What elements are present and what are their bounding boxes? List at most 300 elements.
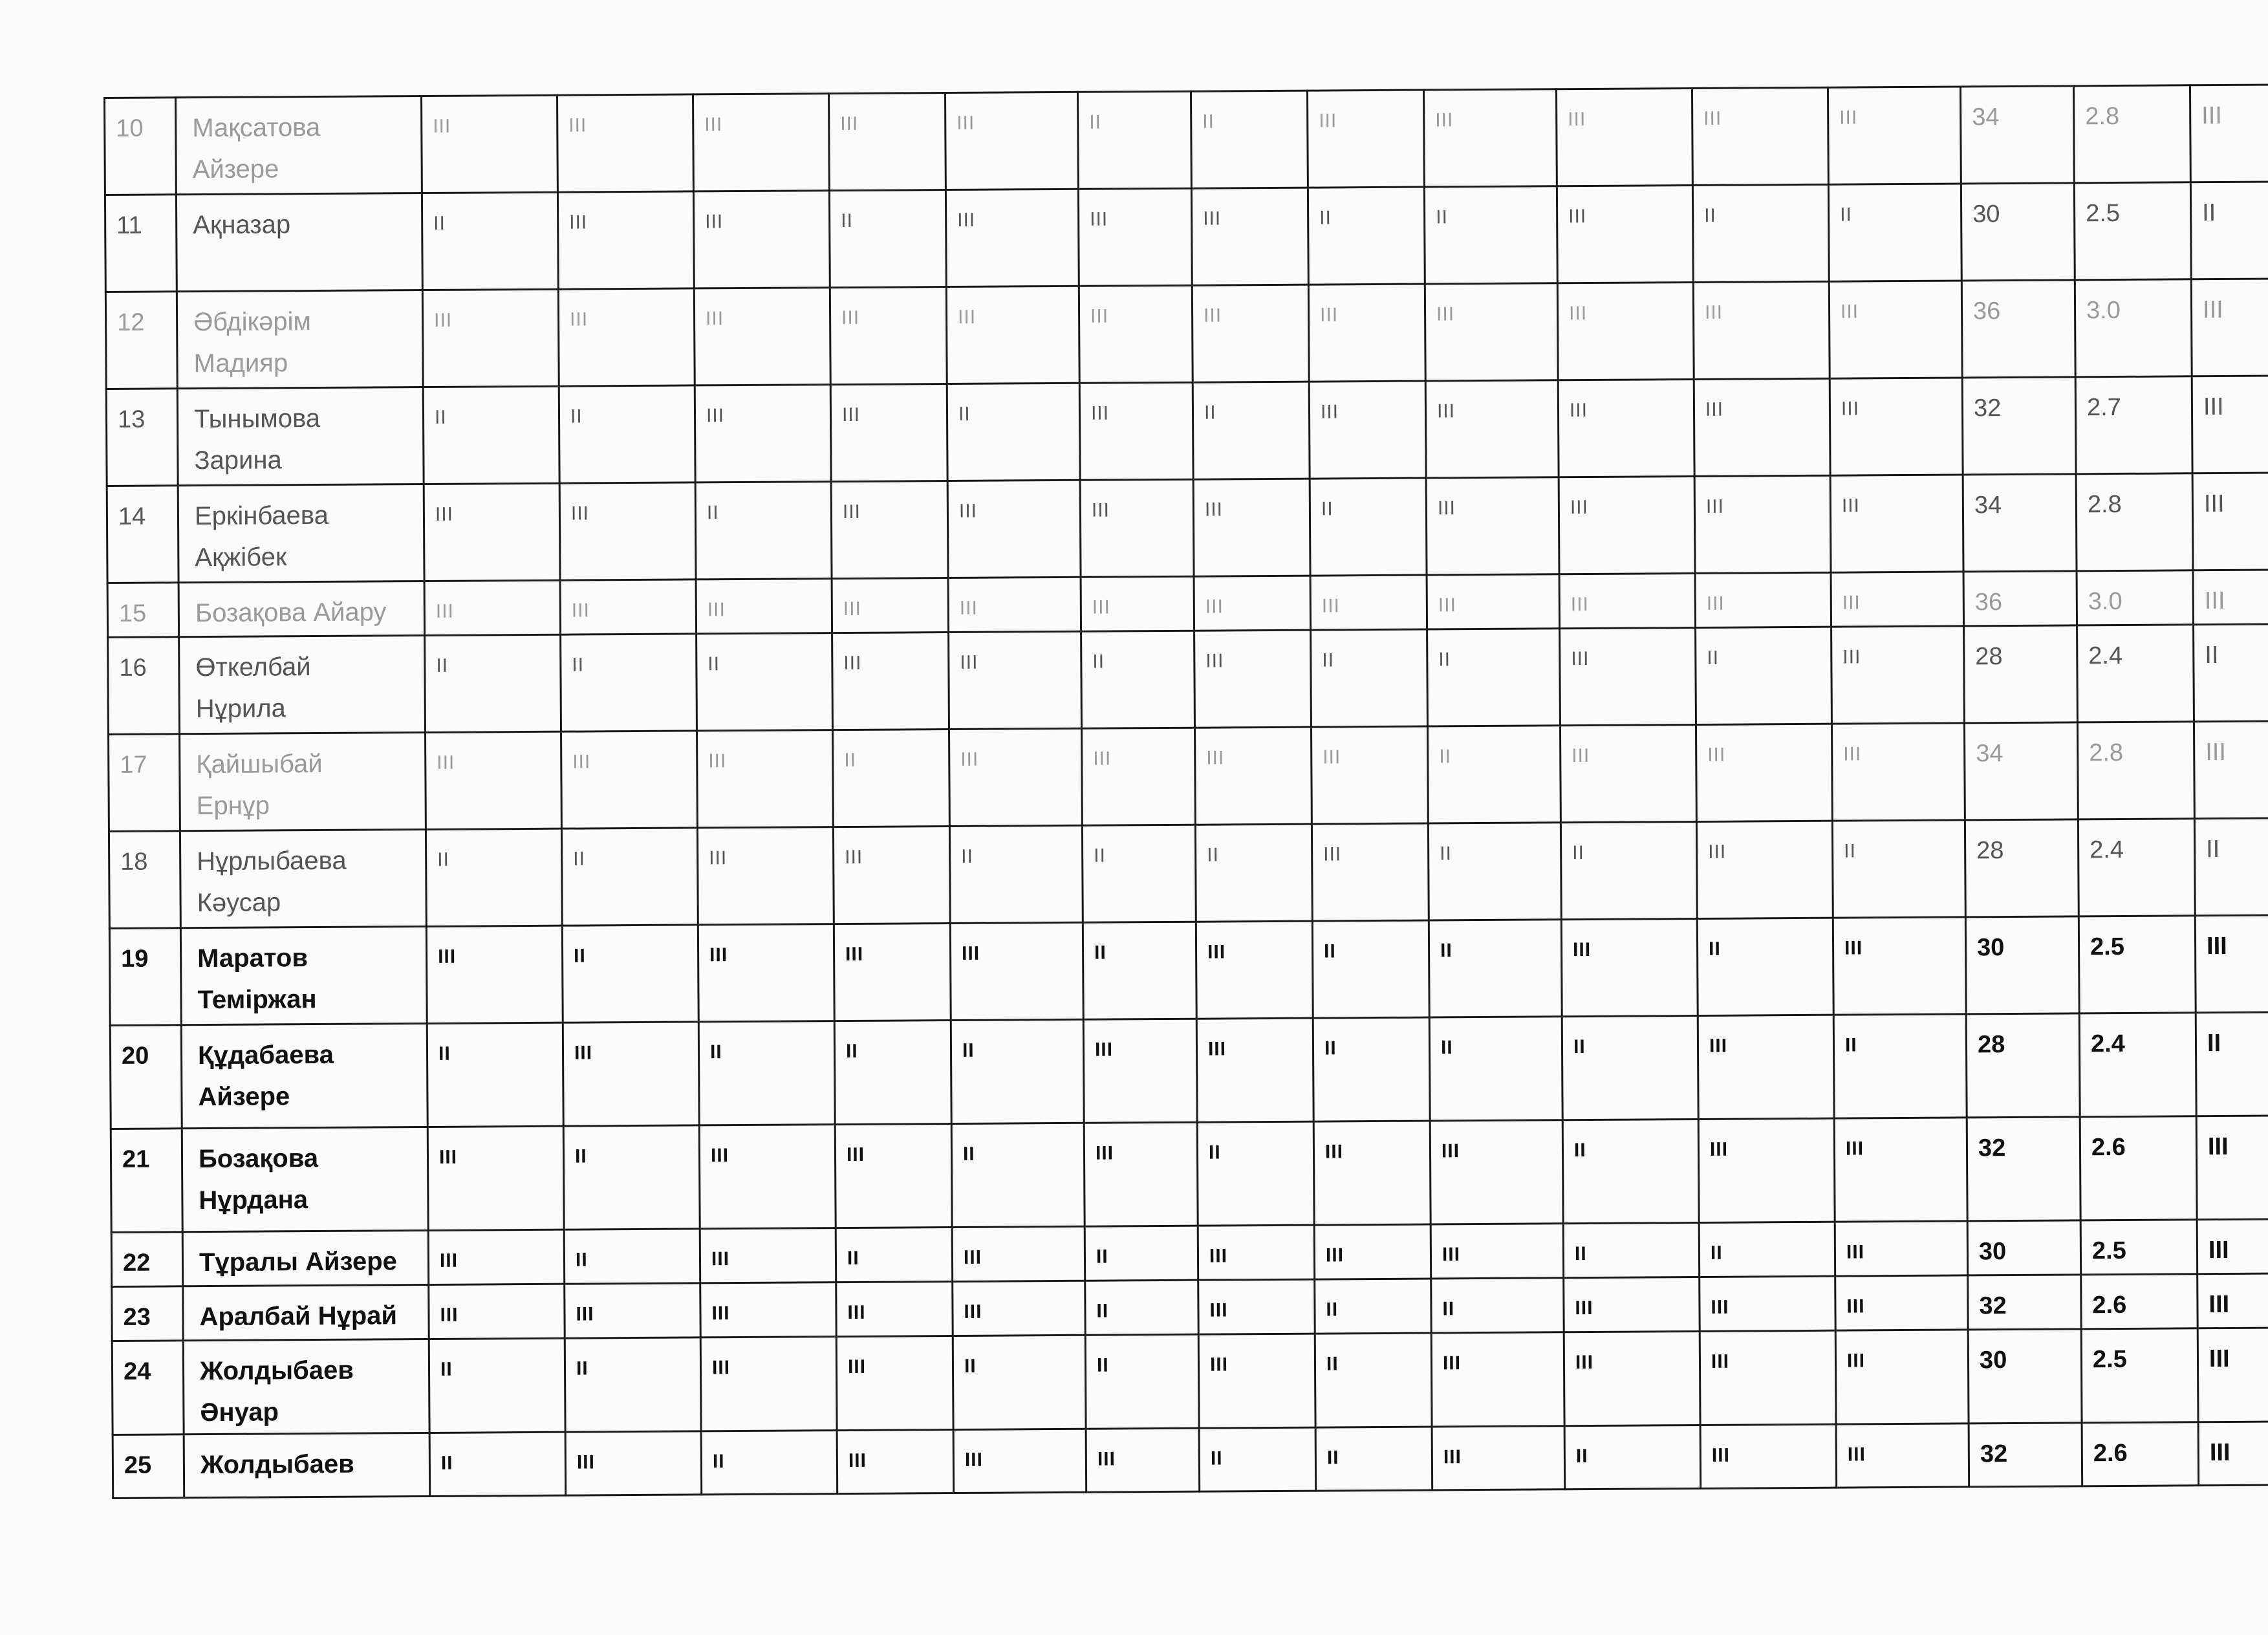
student-name [180,926,427,1024]
average-score: 2.5 [2081,1328,2198,1423]
total-score: 32 [1969,1423,2082,1487]
mark-cell: II [951,1123,1085,1227]
student-name [183,1339,429,1434]
mark-cell: III [426,926,563,1023]
average-score: 2.5 [2080,1220,2198,1275]
mark-cell: II [427,1023,563,1127]
table-row [109,817,2268,928]
total-score: 32 [1962,377,2076,475]
mark-cell: II [947,383,1080,481]
average-score: 2.5 [2074,182,2191,280]
average-score: 2.4 [2077,625,2194,722]
average-score: 2.8 [2076,473,2193,571]
mark-cell: III [1081,728,1195,825]
mark-cell: III [1831,626,1965,724]
row-number: 21 [111,1129,182,1233]
mark-cell: III [1556,88,1692,186]
average-score: 2.6 [2080,1116,2197,1220]
mark-cell: III [830,287,947,385]
total-score: 30 [1968,1329,2082,1424]
student-name [177,387,424,485]
mark-cell: II [565,1337,701,1432]
student-surname: Бозақова Айару [195,598,387,628]
mark-cell: III [558,288,695,386]
mark-cell: III [1312,823,1429,921]
mark-cell: III [1080,479,1194,577]
student-name [183,1284,429,1340]
total-score: 36 [1961,280,2075,378]
mark-cell: III [1313,1121,1431,1225]
student-name [184,1433,430,1497]
mark-cell: II [1085,1334,1199,1429]
mark-cell: II [1424,186,1557,284]
level-mark: III [2197,1218,2268,1273]
student-name [178,484,424,582]
total-score: 30 [1967,1220,2081,1275]
mark-cell: III [1561,918,1698,1016]
mark-cell: III [1829,281,1962,378]
mark-cell: III [1196,1018,1313,1122]
mark-cell: II [1431,1278,1564,1333]
mark-cell: III [1309,381,1426,479]
mark-cell: III [1194,727,1312,825]
mark-cell: II [1562,1119,1699,1223]
mark-cell: III [700,1337,837,1431]
mark-cell: II [563,1125,700,1229]
mark-cell: II [1563,1222,1700,1277]
table-row [109,915,2268,1025]
mark-cell: III [1084,1122,1198,1226]
mark-cell: III [953,1429,1086,1493]
mark-cell: III [1193,479,1310,576]
mark-cell: II [1083,922,1196,1019]
mark-cell: III [1564,1277,1700,1332]
mark-cell: II [953,1335,1086,1429]
student-name [180,829,426,927]
mark-cell: III [1835,1221,1968,1276]
mark-cell: III [828,93,945,191]
mark-cell: II [698,1021,835,1125]
level-mark: III [2193,569,2268,624]
average-score: 2.7 [2075,376,2192,474]
mark-cell: II [1310,478,1427,576]
mark-cell: II [834,1021,951,1125]
mark-cell: III [831,481,948,579]
table-row [110,1012,2268,1129]
mark-cell: III [700,1228,836,1283]
average-score: 2.4 [2078,819,2195,916]
mark-cell: III [1432,1426,1565,1490]
mark-cell: III [700,1283,837,1337]
mark-cell: III [422,95,558,193]
level-mark: III [2196,1115,2268,1219]
mark-cell: III [1086,1428,1200,1492]
total-score: 28 [1964,625,2078,723]
student-surname: Мақсатова [192,113,321,143]
mark-cell: II [1199,1427,1316,1491]
student-name [182,1230,429,1286]
mark-cell: II [559,385,695,483]
mark-cell: III [834,924,951,1021]
table-row [111,1115,2268,1232]
mark-cell: III [695,385,831,482]
mark-cell: III [1557,282,1694,380]
mark-cell: III [557,191,694,289]
mark-cell: II [1315,1333,1432,1427]
mark-cell: III [1198,1279,1315,1334]
student-surname: Бозақова [198,1144,319,1174]
mark-cell: II [836,1228,953,1283]
student-surname: Қайшыбай [196,749,323,779]
mark-cell: III [1828,87,1961,184]
total-score: 32 [1967,1117,2080,1221]
row-number: 23 [112,1286,184,1341]
row-number: 11 [105,195,177,292]
student-name [179,635,426,733]
level-mark: III [2192,472,2268,570]
mark-cell: III [697,827,834,925]
row-number: 25 [113,1435,184,1499]
level-mark: III [2191,278,2268,376]
grade-table [103,83,2268,1499]
mark-cell: II [561,828,698,926]
student-surname: Тынымова [193,404,321,434]
mark-cell: II [1696,627,1832,724]
mark-cell: II [423,386,559,484]
student-surname: Жолдыбаев [199,1356,354,1386]
student-given-name: Айзере [192,155,279,184]
mark-cell: III [947,480,1081,578]
grade-sheet [103,84,2230,1559]
row-number: 16 [108,637,180,735]
mark-cell: II [1564,1425,1701,1489]
mark-cell: II [1429,920,1562,1017]
mark-cell: II [1429,1017,1562,1121]
mark-cell: II [1833,1014,1967,1118]
student-surname: Ақназар [193,210,291,240]
mark-cell: II [561,634,697,731]
mark-cell: II [1085,1226,1198,1281]
mark-cell: II [1832,820,1965,918]
mark-cell: III [1430,1120,1563,1224]
mark-cell: III [693,191,830,288]
table-body [105,84,2268,1498]
mark-cell: III [426,731,562,829]
mark-cell: II [1692,184,1829,282]
student-given-name: Нұрдана [199,1186,308,1215]
level-mark: II [2194,623,2268,721]
mark-cell: II [1081,631,1195,728]
mark-cell: III [424,580,561,635]
mark-cell: II [1191,91,1308,188]
total-score: 34 [1963,474,2077,572]
mark-cell: III [949,728,1082,826]
mark-cell: III [1700,1424,1837,1488]
student-surname: Аралбай Нұрай [199,1301,398,1332]
mark-cell: III [949,631,1082,729]
mark-cell: II [426,828,562,926]
table-row [107,472,2268,583]
student-given-name: Мадияр [193,349,288,378]
table-row [112,1327,2268,1435]
average-score: 2.4 [2079,1013,2196,1117]
mark-cell: III [1559,476,1695,574]
student-given-name: Айзере [198,1082,290,1112]
row-number: 22 [111,1232,183,1287]
mark-cell: III [1564,1331,1700,1425]
mark-cell: III [1308,284,1425,382]
mark-cell: III [836,1336,953,1431]
mark-cell: III [422,289,559,387]
total-score: 32 [1968,1275,2082,1330]
total-score: 30 [1965,916,2079,1014]
mark-cell: III [1834,1118,1967,1222]
mark-cell: II [429,1432,566,1496]
mark-cell: II [695,482,832,579]
total-score: 34 [1960,86,2074,184]
mark-cell: II [1697,918,1833,1015]
mark-cell: II [1311,629,1428,727]
mark-cell: III [946,286,1079,384]
mark-cell: III [561,731,698,828]
mark-cell: III [429,1284,565,1339]
mark-cell: III [1560,724,1696,822]
mark-cell: II [1313,1017,1430,1121]
mark-cell: III [1833,917,1966,1015]
level-mark: II [2196,1012,2268,1116]
average-score: 2.6 [2082,1422,2199,1486]
mark-cell: III [694,288,830,385]
row-number: 17 [109,734,180,832]
level-mark: III [2198,1327,2268,1422]
mark-cell: III [1427,574,1560,629]
mark-cell: III [1836,1424,1969,1488]
mark-cell: III [1431,1224,1564,1279]
mark-cell: III [1558,379,1694,477]
mark-cell: III [1831,723,1965,821]
level-mark: II [2194,817,2268,915]
table-row [105,278,2268,389]
mark-cell: II [832,730,949,827]
mark-cell: II [1197,1121,1314,1226]
mark-cell: III [1314,1224,1431,1279]
mark-cell: II [562,925,698,1023]
mark-cell: III [1831,572,1964,627]
mark-cell: II [1312,920,1429,1018]
mark-cell: III [1835,1330,1969,1424]
mark-cell: III [1830,378,1963,475]
average-score: 2.5 [2079,916,2196,1013]
mark-cell: II [1308,187,1425,285]
mark-cell: III [836,1282,953,1337]
student-given-name: Теміржан [197,985,317,1015]
mark-cell: III [699,1125,836,1229]
mark-cell: III [565,1431,702,1495]
level-mark: III [2198,1421,2268,1485]
mark-cell: III [559,482,696,580]
student-surname: Әбдікәрім [193,307,312,337]
row-number: 14 [107,486,178,583]
mark-cell: III [1696,821,1833,918]
row-number: 20 [110,1025,182,1129]
average-score: 3.0 [2075,279,2192,377]
mark-cell: II [1195,824,1312,922]
mark-cell: III [1307,90,1424,188]
mark-cell: III [1696,724,1832,821]
mark-cell: III [1194,630,1312,728]
mark-cell: III [832,578,949,633]
level-mark: III [2195,915,2268,1012]
student-name [176,193,422,291]
total-score: 28 [1965,819,2079,917]
mark-cell: III [1695,572,1831,627]
table-row [105,181,2268,292]
student-surname: Жолдыбаев [200,1449,354,1480]
mark-cell: III [1693,281,1830,379]
total-score: 30 [1961,183,2075,281]
student-surname: Тұралы Айзере [199,1247,397,1277]
mark-cell: III [1198,1225,1315,1280]
average-score: 3.0 [2077,570,2194,625]
mark-cell: III [1083,1019,1197,1123]
mark-cell: III [948,577,1081,632]
mark-cell: III [837,1430,954,1494]
mark-cell: II [1085,1280,1199,1335]
average-score: 2.8 [2073,85,2190,183]
student-surname: Өткелбай [195,653,311,682]
level-mark: III [2194,720,2268,818]
student-name [180,732,426,830]
student-surname: Құдабаева [197,1040,334,1070]
mark-cell: II [1828,184,1961,281]
mark-cell: III [696,579,832,634]
student-given-name: Кәусар [197,888,281,918]
mark-cell: III [1196,921,1313,1019]
mark-cell: II [564,1229,700,1284]
mark-cell: III [1191,188,1308,285]
mark-cell: III [952,1226,1085,1281]
mark-cell: III [1425,380,1559,478]
mark-cell: III [1431,1332,1564,1427]
mark-cell: III [427,1126,564,1230]
mark-cell: III [1078,188,1192,286]
mark-cell: III [698,924,834,1022]
table-row [113,1421,2268,1498]
mark-cell: II [697,633,833,731]
mark-cell: III [1423,89,1557,187]
student-given-name: Зарина [194,446,282,475]
mark-cell: III [1198,1334,1315,1428]
mark-cell: III [1700,1276,1836,1331]
table-row [105,84,2268,195]
mark-cell: III [950,922,1083,1020]
mark-cell: III [428,1229,565,1284]
mark-cell: III [1698,1118,1835,1222]
mark-cell: III [1425,283,1558,381]
average-score: 2.6 [2081,1274,2198,1329]
mark-cell: III [1692,87,1828,185]
mark-cell: III [833,827,950,924]
mark-cell: II [1082,825,1196,922]
student-surname: Маратов [197,944,308,973]
row-number: 12 [105,292,177,389]
mark-cell: II [1562,1015,1698,1120]
mark-cell: III [1426,477,1559,575]
mark-cell: II [1315,1279,1432,1334]
mark-cell: II [701,1431,837,1495]
mark-cell: II [1193,382,1310,479]
mark-cell: III [953,1281,1086,1336]
mark-cell: III [693,94,829,191]
row-number: 24 [112,1341,184,1435]
student-given-name: Ақжібек [195,543,287,572]
mark-cell: III [1192,285,1309,382]
table-row [108,623,2268,734]
mark-cell: III [1081,576,1194,631]
level-mark: III [2190,84,2268,182]
mark-cell: III [830,384,947,482]
table-row [109,720,2268,831]
mark-cell: III [697,730,834,828]
mark-cell: III [1310,575,1427,630]
total-score: 34 [1964,722,2078,820]
mark-cell: III [1560,627,1696,725]
mark-cell: III [1079,382,1193,480]
total-score: 28 [1966,1013,2080,1118]
student-name [178,581,425,636]
mark-cell: II [949,825,1083,923]
mark-cell: II [422,192,558,290]
student-given-name: Нұрила [195,694,286,724]
level-mark: III [2198,1273,2268,1328]
row-number: 15 [107,583,179,638]
mark-cell: III [1079,285,1193,383]
mark-cell: II [1699,1222,1835,1277]
mark-cell: III [1694,378,1830,476]
level-mark: II [2190,181,2268,279]
mark-cell: III [832,633,949,730]
row-number: 18 [109,831,180,929]
student-surname: Нұрлыбаева [197,846,347,876]
mark-cell: III [1194,576,1311,631]
mark-cell: III [563,1022,699,1126]
mark-cell: III [424,483,560,581]
mark-cell: III [1557,185,1693,283]
student-given-name: Әнуар [200,1398,279,1427]
mark-cell: III [560,579,697,634]
mark-cell: III [1559,573,1696,628]
mark-cell: II [1077,91,1191,189]
mark-cell: II [829,190,946,288]
mark-cell: III [1694,475,1831,573]
mark-cell: III [1698,1015,1834,1119]
mark-cell: III [835,1124,952,1228]
mark-cell: III [1835,1275,1969,1330]
student-given-name: Ернұр [196,791,270,821]
mark-cell: III [557,94,693,192]
mark-cell: II [1428,823,1561,920]
student-surname: Еркінбаева [194,501,329,531]
mark-cell: II [1427,726,1561,823]
student-name [182,1127,428,1231]
mark-cell: II [1315,1427,1432,1491]
mark-cell: III [945,189,1079,287]
mark-cell: II [429,1338,565,1433]
student-name [181,1023,427,1128]
row-number: 10 [105,98,177,195]
student-name [177,290,423,388]
mark-cell: III [945,92,1078,189]
